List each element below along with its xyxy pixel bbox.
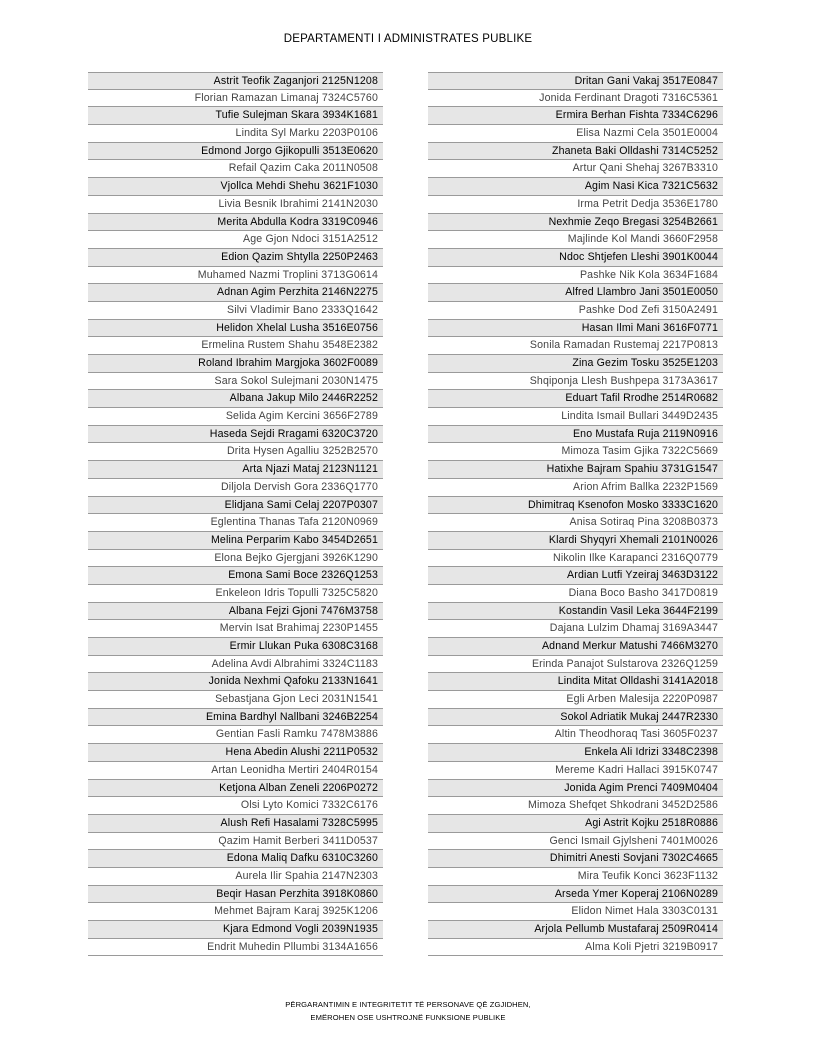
list-item: Drita Hysen Agalliu 3252B2570 xyxy=(88,443,383,461)
list-item: Sara Sokol Sulejmani 2030N1475 xyxy=(88,373,383,391)
list-item: Dajana Lulzim Dhamaj 3169A3447 xyxy=(428,620,723,638)
list-item: Gentian Fasli Ramku 7478M3886 xyxy=(88,726,383,744)
list-item: Endrit Muhedin Pllumbi 3134A1656 xyxy=(88,939,383,957)
list-item: Merita Abdulla Kodra 3319C0946 xyxy=(88,214,383,232)
list-item: Mimoza Shefqet Shkodrani 3452D2586 xyxy=(428,797,723,815)
list-item: Albana Jakup Milo 2446R2252 xyxy=(88,390,383,408)
list-item: Tufie Sulejman Skara 3934K1681 xyxy=(88,107,383,125)
list-item: Vjollca Mehdi Shehu 3621F1030 xyxy=(88,178,383,196)
list-item: Florian Ramazan Limanaj 7324C5760 xyxy=(88,90,383,108)
list-item: Alma Koli Pjetri 3219B0917 xyxy=(428,939,723,957)
list-item: Artur Qani Shehaj 3267B3310 xyxy=(428,160,723,178)
list-item: Erinda Panajot Sulstarova 2326Q1259 xyxy=(428,656,723,674)
list-item: Arjola Pellumb Mustafaraj 2509R0414 xyxy=(428,921,723,939)
list-item: Kostandin Vasil Leka 3644F2199 xyxy=(428,603,723,621)
list-item: Edion Qazim Shtylla 2250P2463 xyxy=(88,249,383,267)
list-item: Melina Perparim Kabo 3454D2651 xyxy=(88,532,383,550)
list-item: Jonida Ferdinant Dragoti 7316C5361 xyxy=(428,90,723,108)
list-item: Mimoza Tasim Gjika 7322C5669 xyxy=(428,443,723,461)
list-item: Selida Agim Kercini 3656F2789 xyxy=(88,408,383,426)
list-item: Aurela Ilir Spahia 2147N2303 xyxy=(88,868,383,886)
list-item: Lindita Syl Marku 2203P0106 xyxy=(88,125,383,143)
list-item: Muhamed Nazmi Troplini 3713G0614 xyxy=(88,267,383,285)
list-item: Haseda Sejdi Rragami 6320C3720 xyxy=(88,426,383,444)
list-item: Zhaneta Baki Olldashi 7314C5252 xyxy=(428,143,723,161)
list-item: Silvi Vladimir Bano 2333Q1642 xyxy=(88,302,383,320)
list-item: Eduart Tafil Rrodhe 2514R0682 xyxy=(428,390,723,408)
list-item: Alfred Llambro Jani 3501E0050 xyxy=(428,284,723,302)
list-item: Astrit Teofik Zaganjori 2125N1208 xyxy=(88,72,383,90)
list-item: Elisa Nazmi Cela 3501E0004 xyxy=(428,125,723,143)
list-item: Age Gjon Ndoci 3151A2512 xyxy=(88,231,383,249)
list-item: Kjara Edmond Vogli 2039N1935 xyxy=(88,921,383,939)
list-item: Artan Leonidha Mertiri 2404R0154 xyxy=(88,762,383,780)
list-item: Qazim Hamit Berberi 3411D0537 xyxy=(88,833,383,851)
list-item: Eglentina Thanas Tafa 2120N0969 xyxy=(88,514,383,532)
list-item: Emona Sami Boce 2326Q1253 xyxy=(88,567,383,585)
right-column-list xyxy=(428,72,723,956)
list-item: Enkeleon Idris Topulli 7325C5820 xyxy=(88,585,383,603)
list-item: Ketjona Alban Zeneli 2206P0272 xyxy=(88,780,383,798)
list-item: Dritan Gani Vakaj 3517E0847 xyxy=(428,72,723,90)
list-item: Pashke Dod Zefi 3150A2491 xyxy=(428,302,723,320)
list-item: Emina Bardhyl Nallbani 3246B2254 xyxy=(88,709,383,727)
list-item: Elidjana Sami Celaj 2207P0307 xyxy=(88,497,383,515)
list-item: Eno Mustafa Ruja 2119N0916 xyxy=(428,426,723,444)
list-item: Adelina Avdi Albrahimi 3324C1183 xyxy=(88,656,383,674)
list-item: Edona Maliq Dafku 6310C3260 xyxy=(88,850,383,868)
list-item: Agi Astrit Kojku 2518R0886 xyxy=(428,815,723,833)
list-item: Olsi Lyto Komici 7332C6176 xyxy=(88,797,383,815)
list-item: Klardi Shyqyri Xhemali 2101N0026 xyxy=(428,532,723,550)
footer-line-1: PËRGARANTIMIN E INTEGRITETIT TË PERSONAVE QË ZGJIDHEN, xyxy=(285,1000,531,1009)
page-title: DEPARTAMENTI I ADMINISTRATES PUBLIKE xyxy=(283,33,533,45)
list-item: Adnand Merkur Matushi 7466M3270 xyxy=(428,638,723,656)
list-item: Zina Gezim Tosku 3525E1203 xyxy=(428,355,723,373)
list-item: Mehmet Bajram Karaj 3925K1206 xyxy=(88,903,383,921)
list-item: Agim Nasi Kica 7321C5632 xyxy=(428,178,723,196)
list-item: Sonila Ramadan Rustemaj 2217P0813 xyxy=(428,337,723,355)
list-item: Elona Bejko Gjergjani 3926K1290 xyxy=(88,550,383,568)
list-item: Dhimitri Anesti Sovjani 7302C4665 xyxy=(428,850,723,868)
list-item: Altin Theodhoraq Tasi 3605F0237 xyxy=(428,726,723,744)
list-item: Edmond Jorgo Gjikopulli 3513E0620 xyxy=(88,143,383,161)
list-item: Mereme Kadri Hallaci 3915K0747 xyxy=(428,762,723,780)
list-item: Arta Njazi Mataj 2123N1121 xyxy=(88,461,383,479)
list-item: Lindita Ismail Bullari 3449D2435 xyxy=(428,408,723,426)
list-item: Livia Besnik Ibrahimi 2141N2030 xyxy=(88,196,383,214)
list-item: Beqir Hasan Perzhita 3918K0860 xyxy=(88,886,383,904)
list-item: Diljola Dervish Gora 2336Q1770 xyxy=(88,479,383,497)
left-column-list xyxy=(88,72,383,956)
list-item: Roland Ibrahim Margjoka 3602F0089 xyxy=(88,355,383,373)
footer-line-2: EMËROHEN OSE USHTROJNË FUNKSIONE PUBLIKE xyxy=(310,1013,506,1022)
list-item: Lindita Mitat Olldashi 3141A2018 xyxy=(428,673,723,691)
list-item: Albana Fejzi Gjoni 7476M3758 xyxy=(88,603,383,621)
list-item: Ermir Llukan Puka 6308C3168 xyxy=(88,638,383,656)
list-item: Sebastjana Gjon Leci 2031N1541 xyxy=(88,691,383,709)
list-item: Sokol Adriatik Mukaj 2447R2330 xyxy=(428,709,723,727)
list-item: Ermelina Rustem Shahu 3548E2382 xyxy=(88,337,383,355)
list-item: Genci Ismail Gjylsheni 7401M0026 xyxy=(428,833,723,851)
list-item: Majlinde Kol Mandi 3660F2958 xyxy=(428,231,723,249)
list-item: Hasan Ilmi Mani 3616F0771 xyxy=(428,320,723,338)
list-item: Ndoc Shtjefen Lleshi 3901K0044 xyxy=(428,249,723,267)
list-item: Mira Teufik Konci 3623F1132 xyxy=(428,868,723,886)
list-item: Diana Boco Basho 3417D0819 xyxy=(428,585,723,603)
list-item: Anisa Sotiraq Pina 3208B0373 xyxy=(428,514,723,532)
list-item: Hena Abedin Alushi 2211P0532 xyxy=(88,744,383,762)
list-item: Nexhmie Zeqo Bregasi 3254B2661 xyxy=(428,214,723,232)
list-item: Shqiponja Llesh Bushpepa 3173A3617 xyxy=(428,373,723,391)
list-item: Alush Refi Hasalami 7328C5995 xyxy=(88,815,383,833)
list-item: Mervin Isat Brahimaj 2230P1455 xyxy=(88,620,383,638)
list-item: Helidon Xhelal Lusha 3516E0756 xyxy=(88,320,383,338)
footer-note xyxy=(0,998,816,1024)
list-item: Pashke Nik Kola 3634F1684 xyxy=(428,267,723,285)
list-item: Jonida Nexhmi Qafoku 2133N1641 xyxy=(88,673,383,691)
list-item: Arion Afrim Ballka 2232P1569 xyxy=(428,479,723,497)
list-item: Dhimitraq Ksenofon Mosko 3333C1620 xyxy=(428,497,723,515)
list-item: Nikolin Ilke Karapanci 2316Q0779 xyxy=(428,550,723,568)
list-item: Jonida Agim Prenci 7409M0404 xyxy=(428,780,723,798)
list-item: Arseda Ymer Koperaj 2106N0289 xyxy=(428,886,723,904)
list-item: Enkela Ali Idrizi 3348C2398 xyxy=(428,744,723,762)
list-item: Ermira Berhan Fishta 7334C6296 xyxy=(428,107,723,125)
list-item: Hatixhe Bajram Spahiu 3731G1547 xyxy=(428,461,723,479)
list-item: Ardian Lutfi Yzeiraj 3463D3122 xyxy=(428,567,723,585)
list-item: Adnan Agim Perzhita 2146N2275 xyxy=(88,284,383,302)
list-item: Refail Qazim Caka 2011N0508 xyxy=(88,160,383,178)
list-item: Irma Petrit Dedja 3536E1780 xyxy=(428,196,723,214)
list-item: Elidon Nimet Hala 3303C0131 xyxy=(428,903,723,921)
list-item: Egli Arben Malesija 2220P0987 xyxy=(428,691,723,709)
